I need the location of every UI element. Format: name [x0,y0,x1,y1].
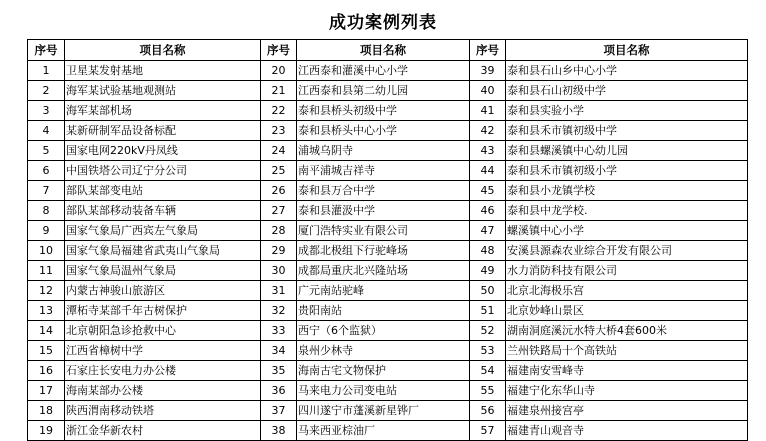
row-number: 29 [261,241,297,261]
row-number: 50 [470,281,506,301]
table-row [28,221,748,241]
project-name: 泰和县石山乡中心小学 [506,61,748,81]
project-name: 福建青山观音寺 [506,421,748,441]
project-name: 马来电力公司变电站 [297,381,470,401]
row-number: 1 [28,61,65,81]
project-name: 江西省樟树中学 [65,341,261,361]
project-name: 马来西亚棕油厂 [297,421,470,441]
project-name: 泰和县桥头中心小学 [297,121,470,141]
row-number: 27 [261,201,297,221]
row-number: 30 [261,261,297,281]
project-name: 西宁（6个监狱） [297,321,470,341]
row-number: 25 [261,161,297,181]
project-name: 潭柘寺某部千年古树保护 [65,301,261,321]
row-number: 55 [470,381,506,401]
project-name: 泰和县小龙镇学校 [506,181,748,201]
project-name: 泰和县螺溪镇中心幼儿园 [506,141,748,161]
row-number: 39 [470,61,506,81]
row-number: 38 [261,421,297,441]
project-name: 湖南洞庭溪沅水特大桥4套600米 [506,321,748,341]
project-name: 北京朝阳急诊抢救中心 [65,321,261,341]
project-name: 福建泉州接宫亭 [506,401,748,421]
table-row [28,201,748,221]
project-name: 兰州铁路局十个高铁站 [506,341,748,361]
document-title: 成功案例列表 [329,13,437,33]
table-row [28,341,748,361]
row-number: 2 [28,81,65,101]
row-number: 19 [28,421,65,441]
row-number: 42 [470,121,506,141]
row-number: 28 [261,221,297,241]
table-row [28,421,748,441]
project-name: 海南古宅文物保护 [297,361,470,381]
row-number: 33 [261,321,297,341]
project-name: 成都局重庆北兴隆站场 [297,261,470,281]
row-number: 14 [28,321,65,341]
row-number: 24 [261,141,297,161]
project-name: 厦门浩特实业有限公司 [297,221,470,241]
project-name: 海军某试验基地观测站 [65,81,261,101]
project-name: 泰和县禾市镇初级中学 [506,121,748,141]
row-number: 49 [470,261,506,281]
row-number: 53 [470,341,506,361]
header-num: 序号 [261,40,297,61]
project-name: 浙江金华新农村 [65,421,261,441]
row-number: 44 [470,161,506,181]
project-name: 泰和县禾市镇初级小学 [506,161,748,181]
table-row [28,401,748,421]
row-number: 51 [470,301,506,321]
project-name: 海南某部办公楼 [65,381,261,401]
row-number: 41 [470,101,506,121]
row-number: 18 [28,401,65,421]
row-number: 15 [28,341,65,361]
project-name: 石家庄长安电力办公楼 [65,361,261,381]
project-name: 卫星某发射基地 [65,61,261,81]
project-name: 南平浦城吉祥寺 [297,161,470,181]
project-name: 某新研制军品设备标配 [65,121,261,141]
header-name: 项目名称 [297,40,470,61]
row-number: 3 [28,101,65,121]
project-name: 贵阳南站 [297,301,470,321]
row-number: 16 [28,361,65,381]
project-name: 四川遂宁市蓬溪新星铧厂 [297,401,470,421]
table-row [28,161,748,181]
project-name: 安溪县源森农业综合开发有限公司 [506,241,748,261]
row-number: 40 [470,81,506,101]
project-name: 泉州少林寺 [297,341,470,361]
project-name: 北京北海极乐宫 [506,281,748,301]
project-name: 泰和县桥头初级中学 [297,101,470,121]
project-name: 成都北极组下行驼峰场 [297,241,470,261]
project-name: 泰和县灌汲中学 [297,201,470,221]
row-number: 6 [28,161,65,181]
table-row [28,101,748,121]
project-name: 福建宁化东华山寺 [506,381,748,401]
project-name: 江西泰和灌溪中心小学 [297,61,470,81]
project-name: 陕西渭南移动铁塔 [65,401,261,421]
project-name: 福建南安雪峰寺 [506,361,748,381]
row-number: 23 [261,121,297,141]
row-number: 52 [470,321,506,341]
project-name: 部队某部变电站 [65,181,261,201]
cases-table [27,39,748,441]
project-name: 泰和县石山初级中学 [506,81,748,101]
row-number: 20 [261,61,297,81]
header-num: 序号 [470,40,506,61]
row-number: 4 [28,121,65,141]
project-name: 部队某部移动装备车辆 [65,201,261,221]
table-row [28,81,748,101]
project-name: 北京妙峰山景区 [506,301,748,321]
project-name: 泰和县实验小学 [506,101,748,121]
table-row [28,261,748,281]
row-number: 32 [261,301,297,321]
row-number: 37 [261,401,297,421]
project-name: 泰和县中龙学校. [506,201,748,221]
table-row [28,141,748,161]
table-row [28,301,748,321]
header-num: 序号 [28,40,65,61]
row-number: 9 [28,221,65,241]
row-number: 45 [470,181,506,201]
row-number: 35 [261,361,297,381]
table-header-row [28,40,748,61]
row-number: 17 [28,381,65,401]
header-name: 项目名称 [506,40,748,61]
row-number: 56 [470,401,506,421]
row-number: 21 [261,81,297,101]
row-number: 48 [470,241,506,261]
row-number: 11 [28,261,65,281]
row-number: 12 [28,281,65,301]
row-number: 43 [470,141,506,161]
table-row [28,381,748,401]
project-name: 海军某部机场 [65,101,261,121]
table-row [28,181,748,201]
table-row [28,121,748,141]
project-name: 国家气象局温州气象局 [65,261,261,281]
row-number: 8 [28,201,65,221]
table-row [28,61,748,81]
project-name: 广元南站驼峰 [297,281,470,301]
row-number: 57 [470,421,506,441]
header-name: 项目名称 [65,40,261,61]
project-name: 国家电网220kV丹凤线 [65,141,261,161]
project-name: 江西泰和县第二幼儿园 [297,81,470,101]
table-row [28,361,748,381]
project-name: 浦城乌阴寺 [297,141,470,161]
row-number: 7 [28,181,65,201]
table-row [28,321,748,341]
table-body [28,61,748,441]
project-name: 泰和县万合中学 [297,181,470,201]
project-name: 内蒙古神骏山旅游区 [65,281,261,301]
project-name: 螺溪镇中心小学 [506,221,748,241]
row-number: 26 [261,181,297,201]
row-number: 54 [470,361,506,381]
row-number: 13 [28,301,65,321]
row-number: 34 [261,341,297,361]
row-number: 31 [261,281,297,301]
table-row [28,281,748,301]
row-number: 36 [261,381,297,401]
project-name: 国家气象局福建省武夷山气象局 [65,241,261,261]
row-number: 47 [470,221,506,241]
row-number: 10 [28,241,65,261]
project-name: 国家气象局广西宾左气象局 [65,221,261,241]
table-row [28,241,748,261]
project-name: 水力消防科技有限公司 [506,261,748,281]
row-number: 22 [261,101,297,121]
project-name: 中国铁塔公司辽宁分公司 [65,161,261,181]
row-number: 46 [470,201,506,221]
row-number: 5 [28,141,65,161]
